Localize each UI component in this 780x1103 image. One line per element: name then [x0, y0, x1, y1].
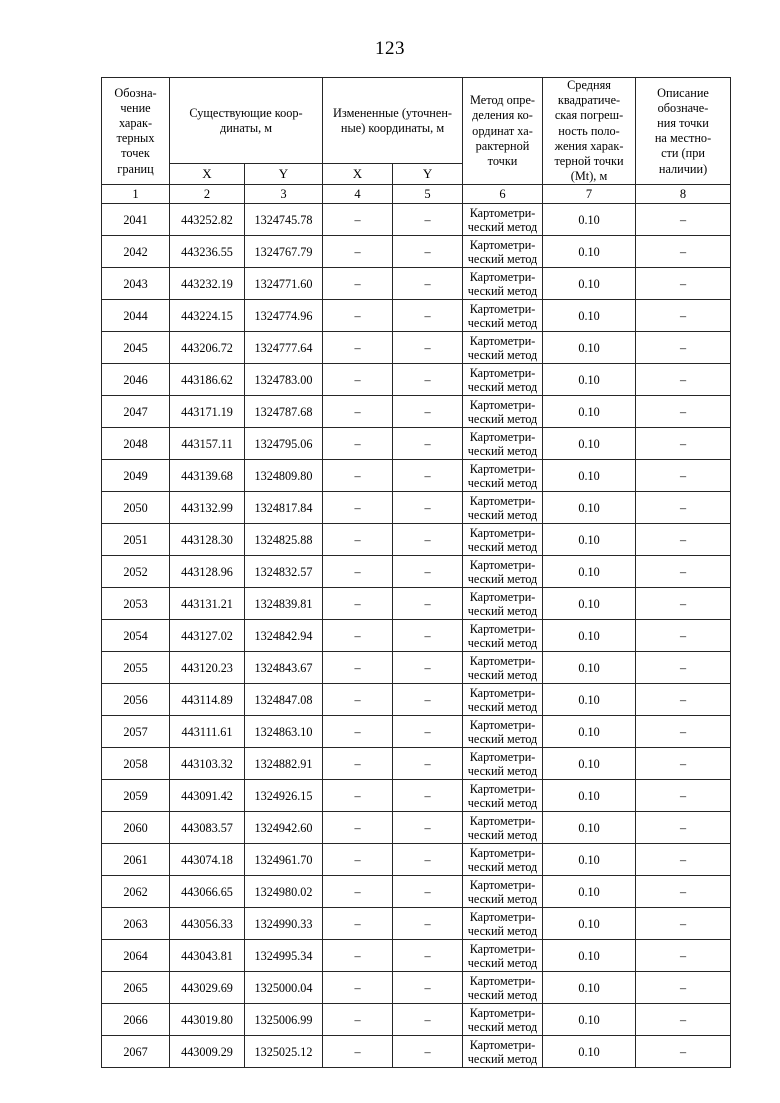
cell-error: 0.10 — [543, 908, 636, 940]
cell-y-existing: 1324926.15 — [245, 780, 323, 812]
column-number-4: 4 — [323, 185, 393, 204]
cell-description: – — [636, 556, 731, 588]
cell-method: Картометри- ческий метод — [463, 844, 543, 876]
cell-method: Картометри- ческий метод — [463, 780, 543, 812]
cell-y-changed: – — [393, 684, 463, 716]
cell-method: Картометри- ческий метод — [463, 492, 543, 524]
table-row — [102, 876, 731, 908]
cell-description: – — [636, 460, 731, 492]
cell-description: – — [636, 716, 731, 748]
cell-y-existing: 1324882.91 — [245, 748, 323, 780]
coordinates-table — [101, 77, 731, 1068]
cell-method: Картометри- ческий метод — [463, 972, 543, 1004]
header-mean-square-error: Средняя квадратиче- ская погреш- ность поло- жения харак- терной точки (Mt), м — [543, 78, 636, 185]
cell-method: Картометри- ческий метод — [463, 556, 543, 588]
cell-point-designation: 2058 — [102, 748, 170, 780]
header-point-description: Описание обозначе- ния точки на местно- сти (при наличии) — [636, 78, 731, 185]
cell-error: 0.10 — [543, 684, 636, 716]
cell-y-existing: 1324847.08 — [245, 684, 323, 716]
cell-y-changed: – — [393, 588, 463, 620]
table-row — [102, 556, 731, 588]
cell-method: Картометри- ческий метод — [463, 588, 543, 620]
cell-method: Картометри- ческий метод — [463, 428, 543, 460]
column-number-2: 2 — [170, 185, 245, 204]
cell-point-designation: 2064 — [102, 940, 170, 972]
cell-x-existing: 443232.19 — [170, 268, 245, 300]
table-header — [102, 78, 731, 204]
cell-x-existing: 443029.69 — [170, 972, 245, 1004]
cell-x-existing: 443019.80 — [170, 1004, 245, 1036]
cell-y-existing: 1324863.10 — [245, 716, 323, 748]
cell-error: 0.10 — [543, 268, 636, 300]
cell-y-existing: 1324767.79 — [245, 236, 323, 268]
cell-method: Картометри- ческий метод — [463, 332, 543, 364]
table-row — [102, 812, 731, 844]
cell-y-changed: – — [393, 812, 463, 844]
cell-description: – — [636, 940, 731, 972]
cell-point-designation: 2060 — [102, 812, 170, 844]
cell-method: Картометри- ческий метод — [463, 524, 543, 556]
table-row — [102, 1004, 731, 1036]
cell-x-existing: 443043.81 — [170, 940, 245, 972]
cell-x-changed: – — [323, 1036, 393, 1068]
header-row-column-numbers — [102, 185, 731, 204]
table-row — [102, 940, 731, 972]
header-sub-x-existing: X — [170, 164, 245, 185]
cell-y-existing: 1324787.68 — [245, 396, 323, 428]
cell-x-changed: – — [323, 1004, 393, 1036]
cell-method: Картометри- ческий метод — [463, 204, 543, 236]
header-sub-y-changed: Y — [393, 164, 463, 185]
cell-x-existing: 443127.02 — [170, 620, 245, 652]
header-sub-x-changed: X — [323, 164, 393, 185]
cell-description: – — [636, 812, 731, 844]
cell-x-existing: 443114.89 — [170, 684, 245, 716]
cell-point-designation: 2045 — [102, 332, 170, 364]
cell-x-existing: 443206.72 — [170, 332, 245, 364]
cell-point-designation: 2065 — [102, 972, 170, 1004]
table-row — [102, 1036, 731, 1068]
cell-error: 0.10 — [543, 1004, 636, 1036]
cell-y-existing: 1324961.70 — [245, 844, 323, 876]
cell-x-changed: – — [323, 716, 393, 748]
cell-x-changed: – — [323, 748, 393, 780]
cell-point-designation: 2047 — [102, 396, 170, 428]
cell-x-existing: 443074.18 — [170, 844, 245, 876]
table-row — [102, 460, 731, 492]
cell-method: Картометри- ческий метод — [463, 940, 543, 972]
cell-y-changed: – — [393, 844, 463, 876]
cell-point-designation: 2056 — [102, 684, 170, 716]
cell-description: – — [636, 684, 731, 716]
cell-x-existing: 443132.99 — [170, 492, 245, 524]
cell-error: 0.10 — [543, 780, 636, 812]
cell-point-designation: 2043 — [102, 268, 170, 300]
cell-x-changed: – — [323, 268, 393, 300]
cell-point-designation: 2059 — [102, 780, 170, 812]
cell-description: – — [636, 364, 731, 396]
cell-x-changed: – — [323, 204, 393, 236]
cell-method: Картометри- ческий метод — [463, 812, 543, 844]
cell-y-changed: – — [393, 716, 463, 748]
cell-y-existing: 1324771.60 — [245, 268, 323, 300]
cell-x-existing: 443224.15 — [170, 300, 245, 332]
cell-point-designation: 2051 — [102, 524, 170, 556]
cell-error: 0.10 — [543, 236, 636, 268]
table-row — [102, 620, 731, 652]
cell-error: 0.10 — [543, 428, 636, 460]
column-number-8: 8 — [636, 185, 731, 204]
cell-x-changed: – — [323, 812, 393, 844]
cell-y-existing: 1324777.64 — [245, 332, 323, 364]
cell-description: – — [636, 332, 731, 364]
cell-x-existing: 443157.11 — [170, 428, 245, 460]
cell-method: Картометри- ческий метод — [463, 268, 543, 300]
cell-point-designation: 2055 — [102, 652, 170, 684]
header-determination-method: Метод опре- деления ко- ординат ха- рактерной точки — [463, 78, 543, 185]
cell-error: 0.10 — [543, 364, 636, 396]
cell-x-existing: 443091.42 — [170, 780, 245, 812]
cell-description: – — [636, 844, 731, 876]
cell-point-designation: 2066 — [102, 1004, 170, 1036]
cell-y-changed: – — [393, 620, 463, 652]
column-number-6: 6 — [463, 185, 543, 204]
cell-error: 0.10 — [543, 940, 636, 972]
cell-description: – — [636, 908, 731, 940]
cell-x-existing: 443131.21 — [170, 588, 245, 620]
cell-error: 0.10 — [543, 588, 636, 620]
cell-error: 0.10 — [543, 844, 636, 876]
cell-y-existing: 1324995.34 — [245, 940, 323, 972]
cell-error: 0.10 — [543, 812, 636, 844]
cell-method: Картометри- ческий метод — [463, 620, 543, 652]
cell-error: 0.10 — [543, 556, 636, 588]
cell-x-existing: 443009.29 — [170, 1036, 245, 1068]
cell-y-existing: 1324980.02 — [245, 876, 323, 908]
cell-x-existing: 443103.32 — [170, 748, 245, 780]
cell-y-existing: 1325006.99 — [245, 1004, 323, 1036]
cell-y-changed: – — [393, 460, 463, 492]
cell-x-existing: 443111.61 — [170, 716, 245, 748]
cell-x-changed: – — [323, 940, 393, 972]
cell-description: – — [636, 588, 731, 620]
table-row — [102, 204, 731, 236]
cell-y-changed: – — [393, 364, 463, 396]
cell-x-changed: – — [323, 556, 393, 588]
cell-error: 0.10 — [543, 652, 636, 684]
cell-y-changed: – — [393, 236, 463, 268]
cell-y-changed: – — [393, 524, 463, 556]
cell-y-existing: 1324745.78 — [245, 204, 323, 236]
cell-method: Картометри- ческий метод — [463, 364, 543, 396]
cell-y-existing: 1325000.04 — [245, 972, 323, 1004]
cell-error: 0.10 — [543, 876, 636, 908]
cell-point-designation: 2061 — [102, 844, 170, 876]
cell-method: Картометри- ческий метод — [463, 1036, 543, 1068]
cell-y-changed: – — [393, 332, 463, 364]
cell-y-existing: 1324825.88 — [245, 524, 323, 556]
header-existing-coordinates: Существующие коор- динаты, м — [170, 78, 323, 164]
cell-method: Картометри- ческий метод — [463, 300, 543, 332]
cell-x-existing: 443171.19 — [170, 396, 245, 428]
cell-point-designation: 2067 — [102, 1036, 170, 1068]
cell-y-changed: – — [393, 908, 463, 940]
cell-y-existing: 1324839.81 — [245, 588, 323, 620]
table-row — [102, 428, 731, 460]
table-row — [102, 364, 731, 396]
cell-error: 0.10 — [543, 524, 636, 556]
cell-y-existing: 1324809.80 — [245, 460, 323, 492]
cell-method: Картометри- ческий метод — [463, 236, 543, 268]
cell-x-existing: 443128.30 — [170, 524, 245, 556]
cell-point-designation: 2048 — [102, 428, 170, 460]
cell-description: – — [636, 652, 731, 684]
cell-method: Картометри- ческий метод — [463, 652, 543, 684]
cell-description: – — [636, 524, 731, 556]
table-row — [102, 748, 731, 780]
cell-description: – — [636, 748, 731, 780]
cell-x-existing: 443236.55 — [170, 236, 245, 268]
cell-error: 0.10 — [543, 460, 636, 492]
table-row — [102, 652, 731, 684]
cell-x-changed: – — [323, 460, 393, 492]
cell-x-changed: – — [323, 524, 393, 556]
column-number-1: 1 — [102, 185, 170, 204]
header-changed-coordinates: Измененные (уточнен- ные) координаты, м — [323, 78, 463, 164]
cell-error: 0.10 — [543, 492, 636, 524]
cell-description: – — [636, 1036, 731, 1068]
cell-description: – — [636, 1004, 731, 1036]
header-point-designation: Обозна- чение харак- терных точек границ — [102, 78, 170, 185]
cell-error: 0.10 — [543, 620, 636, 652]
table-row — [102, 396, 731, 428]
cell-x-existing: 443083.57 — [170, 812, 245, 844]
cell-x-changed: – — [323, 876, 393, 908]
cell-y-changed: – — [393, 556, 463, 588]
cell-x-changed: – — [323, 972, 393, 1004]
cell-point-designation: 2041 — [102, 204, 170, 236]
cell-description: – — [636, 300, 731, 332]
column-number-5: 5 — [393, 185, 463, 204]
cell-x-changed: – — [323, 620, 393, 652]
cell-error: 0.10 — [543, 748, 636, 780]
cell-x-changed: – — [323, 652, 393, 684]
table-row — [102, 684, 731, 716]
coordinates-table-container — [101, 77, 730, 1068]
cell-x-changed: – — [323, 364, 393, 396]
cell-x-changed: – — [323, 844, 393, 876]
table-row — [102, 972, 731, 1004]
cell-point-designation: 2050 — [102, 492, 170, 524]
cell-x-existing: 443066.65 — [170, 876, 245, 908]
cell-y-existing: 1325025.12 — [245, 1036, 323, 1068]
table-row — [102, 908, 731, 940]
table-body — [102, 204, 731, 1068]
cell-point-designation: 2044 — [102, 300, 170, 332]
page-number: 123 — [375, 38, 405, 59]
cell-method: Картометри- ческий метод — [463, 1004, 543, 1036]
cell-y-existing: 1324795.06 — [245, 428, 323, 460]
cell-y-existing: 1324817.84 — [245, 492, 323, 524]
cell-error: 0.10 — [543, 396, 636, 428]
cell-method: Картометри- ческий метод — [463, 716, 543, 748]
cell-description: – — [636, 876, 731, 908]
cell-error: 0.10 — [543, 332, 636, 364]
cell-method: Картометри- ческий метод — [463, 748, 543, 780]
cell-method: Картометри- ческий метод — [463, 908, 543, 940]
table-row — [102, 524, 731, 556]
cell-x-existing: 443056.33 — [170, 908, 245, 940]
cell-y-changed: – — [393, 748, 463, 780]
cell-x-existing: 443186.62 — [170, 364, 245, 396]
cell-y-changed: – — [393, 1004, 463, 1036]
table-row — [102, 332, 731, 364]
table-row — [102, 236, 731, 268]
cell-y-changed: – — [393, 204, 463, 236]
cell-point-designation: 2054 — [102, 620, 170, 652]
cell-y-existing: 1324843.67 — [245, 652, 323, 684]
table-row — [102, 492, 731, 524]
cell-y-existing: 1324842.94 — [245, 620, 323, 652]
column-number-3: 3 — [245, 185, 323, 204]
cell-y-changed: – — [393, 940, 463, 972]
table-row — [102, 300, 731, 332]
cell-x-changed: – — [323, 588, 393, 620]
table-row — [102, 844, 731, 876]
cell-error: 0.10 — [543, 716, 636, 748]
cell-y-changed: – — [393, 780, 463, 812]
cell-x-changed: – — [323, 684, 393, 716]
cell-y-changed: – — [393, 876, 463, 908]
cell-description: – — [636, 492, 731, 524]
cell-description: – — [636, 236, 731, 268]
cell-y-changed: – — [393, 652, 463, 684]
cell-point-designation: 2049 — [102, 460, 170, 492]
cell-x-changed: – — [323, 236, 393, 268]
cell-y-changed: – — [393, 492, 463, 524]
cell-y-existing: 1324774.96 — [245, 300, 323, 332]
cell-y-changed: – — [393, 1036, 463, 1068]
cell-y-changed: – — [393, 972, 463, 1004]
cell-point-designation: 2053 — [102, 588, 170, 620]
cell-x-existing: 443252.82 — [170, 204, 245, 236]
cell-x-existing: 443120.23 — [170, 652, 245, 684]
cell-y-existing: 1324832.57 — [245, 556, 323, 588]
cell-x-changed: – — [323, 492, 393, 524]
cell-x-changed: – — [323, 396, 393, 428]
cell-x-changed: – — [323, 332, 393, 364]
cell-point-designation: 2062 — [102, 876, 170, 908]
cell-description: – — [636, 396, 731, 428]
cell-error: 0.10 — [543, 1036, 636, 1068]
cell-point-designation: 2042 — [102, 236, 170, 268]
cell-description: – — [636, 428, 731, 460]
header-row-primary — [102, 78, 731, 164]
table-row — [102, 588, 731, 620]
table-row — [102, 716, 731, 748]
cell-x-changed: – — [323, 908, 393, 940]
cell-point-designation: 2052 — [102, 556, 170, 588]
cell-x-changed: – — [323, 428, 393, 460]
cell-point-designation: 2063 — [102, 908, 170, 940]
column-number-7: 7 — [543, 185, 636, 204]
cell-x-changed: – — [323, 780, 393, 812]
cell-y-existing: 1324942.60 — [245, 812, 323, 844]
cell-method: Картометри- ческий метод — [463, 396, 543, 428]
cell-description: – — [636, 780, 731, 812]
cell-description: – — [636, 204, 731, 236]
cell-x-changed: – — [323, 300, 393, 332]
cell-error: 0.10 — [543, 204, 636, 236]
cell-point-designation: 2057 — [102, 716, 170, 748]
cell-description: – — [636, 268, 731, 300]
cell-error: 0.10 — [543, 300, 636, 332]
table-row — [102, 268, 731, 300]
cell-y-existing: 1324783.00 — [245, 364, 323, 396]
table-row — [102, 780, 731, 812]
cell-y-changed: – — [393, 300, 463, 332]
cell-point-designation: 2046 — [102, 364, 170, 396]
cell-method: Картометри- ческий метод — [463, 876, 543, 908]
cell-y-changed: – — [393, 268, 463, 300]
cell-method: Картометри- ческий метод — [463, 684, 543, 716]
header-sub-y-existing: Y — [245, 164, 323, 185]
cell-y-changed: – — [393, 428, 463, 460]
cell-y-changed: – — [393, 396, 463, 428]
cell-y-existing: 1324990.33 — [245, 908, 323, 940]
cell-method: Картометри- ческий метод — [463, 460, 543, 492]
cell-description: – — [636, 972, 731, 1004]
cell-description: – — [636, 620, 731, 652]
cell-x-existing: 443139.68 — [170, 460, 245, 492]
cell-x-existing: 443128.96 — [170, 556, 245, 588]
cell-error: 0.10 — [543, 972, 636, 1004]
